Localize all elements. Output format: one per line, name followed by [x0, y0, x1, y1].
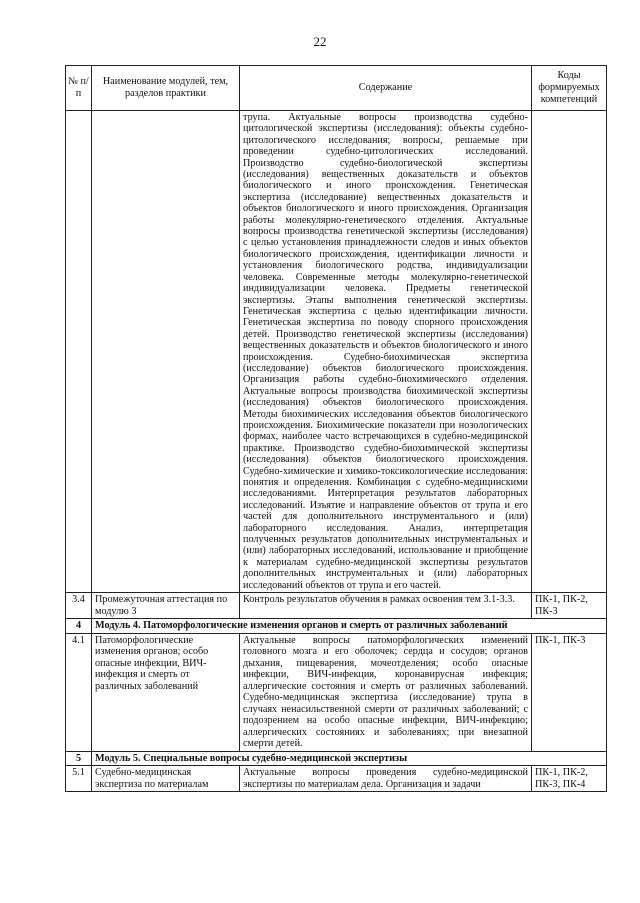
row-content: трупа. Актуальные вопросы производства судебно-цитологической экспертизы (исследования): объекты судебно-цитологического исследования; вопросы, решаемые при проведении судебно-цитологических исследований. Производство судебно-биологической экспертизы (исследования) вещественных доказательств и объектов биологического и иного происхождения. Генетическая экспертиза (исследование) вещественных доказательств и объектов биологического и иного происхождения. Организация работы молекулярно-генетического отделения. Актуальные вопросы производства генетической экспертизы (исследования) с целью установления принадлежности следов и иных объектов биологического происхождения, идентификации личности и установления биологического родства, индивидуализации человека. Современные методы молекулярно-генетической индивидуализации человека. Предметы генетической экспертизы. Этапы выполнения генетической экспертизы. Генетическая экспертиза с целью идентификации личности. Генетическая экспертиза по поводу спорного происхождения детей. Производство генетической экспертизы (исследования) вещественных доказательств и объектов биологического и иного происхождения. Судебно-биохимическая экспертиза (исследование) объектов биологического происхождения. Организация работы судебно-биохимического отделения. Актуальные вопросы производства биохимической экспертизы (исследования) объектов биологического происхождения. Методы биохимических исследования объектов биологического происхождения. Биохимические показатели при нозологических формах, наиболее часто встречающихся в судебно-медицинской практике. Производство судебно-биохимической экспертизы (исследования) объектов биологического происхождения. Судебно-химические и химико-токсикологические исследования: понятия и определения. Комбинация с судебно-медицинскими исследованиями. Интерпретация результатов лабораторных исследований. Изъятие и направление объектов от трупа и его частей для дополнительного инструментального и (или) лабораторного исследования. Анализ, интерпретация полученных результатов дополнительных инструментальных и (или) лабораторных исследований, использование и приобщение к материалам судебно-медицинской экспертизы результатов дополнительных инструментальных и (или) лабораторных исследований объектов от трупа и его частей.	[240, 111, 532, 593]
row-num	[66, 111, 92, 593]
row-content: Актуальные вопросы патоморфологических изменений головного мозга и его оболочек; сердца и сосудов; органов дыхания, пищеварения, мочеотделения; особо опасные инфекции, ВИЧ-инфекция, коронавирусная инфекция; аллергические состояния и смерть от различных заболеваний. Судебно-медицинская экспертиза (исследование) трупа в случаях ненасильственной смерти от различных заболеваний; с подозрением на особо опасные инфекции, ВИЧ-инфекцию; аллергических состояниях и заболеваниях; при внезапной смерти детей.	[240, 633, 532, 751]
header-num: № п/п	[66, 66, 92, 111]
table-row	[66, 111, 607, 593]
table-row	[66, 593, 607, 619]
table-row	[66, 766, 607, 792]
module-title: Модуль 4. Патоморфологические изменения органов и смерть от различных заболеваний	[92, 619, 607, 634]
practice-table	[65, 65, 607, 792]
row-name: Судебно-медицинская экспертиза по материалам	[92, 766, 240, 792]
module-row	[66, 619, 607, 634]
page-number: 22	[313, 34, 327, 49]
header-content: Содержание	[240, 66, 532, 111]
table-header	[66, 66, 607, 111]
row-name: Промежуточная аттестация по модулю 3	[92, 593, 240, 619]
row-content: Контроль результатов обучения в рамках освоения тем 3.1-3.3.	[240, 593, 532, 619]
header-name: Наименование модулей, тем, разделов практики	[92, 66, 240, 111]
module-num: 4	[66, 619, 92, 634]
row-codes: ПК-1, ПК-2, ПК-3	[532, 593, 607, 619]
header-codes: Коды формируемых компетенций	[532, 66, 607, 111]
row-name: Патоморфологические изменения органов; особо опасные инфекции, ВИЧ-инфекция и смерть от различных заболеваний	[92, 633, 240, 751]
row-codes: ПК-1, ПК-2, ПК-3, ПК-4	[532, 766, 607, 792]
module-row	[66, 751, 607, 766]
row-content: Актуальные вопросы проведения судебно-медицинской экспертизы по материалам дела. Организация и задачи	[240, 766, 532, 792]
row-codes: ПК-1, ПК-3	[532, 633, 607, 751]
module-title: Модуль 5. Специальные вопросы судебно-медицинской экспертизы	[92, 751, 607, 766]
row-name	[92, 111, 240, 593]
row-codes	[532, 111, 607, 593]
module-num: 5	[66, 751, 92, 766]
table-row	[66, 633, 607, 751]
row-num: 5.1	[66, 766, 92, 792]
row-num: 4.1	[66, 633, 92, 751]
row-num: 3.4	[66, 593, 92, 619]
